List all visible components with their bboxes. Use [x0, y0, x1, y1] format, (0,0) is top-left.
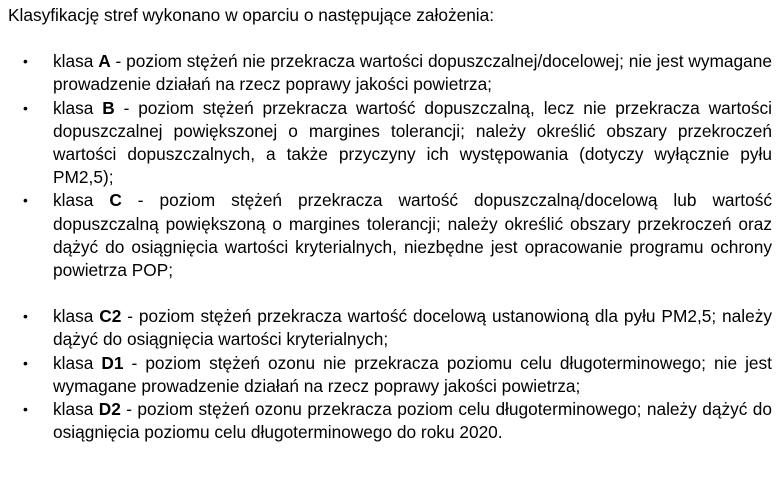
list-item-class-a — [8, 50, 772, 96]
item-code: C2 — [99, 306, 122, 327]
item-text: - poziom stężeń przekracza wartość docelową ustanowioną dla pyłu PM2,5; należy dążyć do osiągnięcia wartości kryterialnych; — [53, 306, 772, 350]
item-prefix: klasa — [53, 51, 99, 72]
item-prefix: klasa — [53, 190, 110, 211]
item-code: B — [102, 97, 115, 118]
list-item-class-c — [8, 189, 772, 282]
bullet-icon — [23, 398, 28, 421]
document-body — [8, 4, 772, 444]
item-code: D1 — [101, 352, 124, 373]
item-prefix: klasa — [53, 306, 100, 327]
item-text: - poziom stężeń ozonu przekracza poziom celu długoterminowego; należy dążyć do osiągnięcia poziomu celu długoterminowego do roku 2020. — [53, 399, 772, 443]
item-prefix: klasa — [53, 97, 103, 118]
list-item-class-c2 — [8, 305, 772, 351]
item-code: C — [109, 190, 122, 211]
item-code: A — [98, 51, 111, 72]
bullet-icon — [23, 305, 28, 328]
intro-paragraph: Klasyfikację stref wykonano w oparciu o następujące założenia: — [8, 5, 495, 25]
list-item-class-d2 — [8, 398, 772, 444]
bullet-icon — [23, 97, 28, 120]
item-text: - poziom stężeń nie przekracza wartości dopuszczalnej/docelowej; nie jest wymagane prowadzenie działań na rzecz poprawy jakości powietrza; — [53, 51, 772, 95]
item-text: - poziom stężeń przekracza wartość dopuszczalną/docelową lub wartość dopuszczalną powiększoną o margines tolerancji; należy określić obszary przekroczeń oraz dążyć do osiągnięcia wartości kryterialnych, niezbędne jest opracowanie programu ochrony powietrza POP; — [53, 190, 772, 281]
item-text: - poziom stężeń przekracza wartość dopuszczalną, lecz nie przekracza wartości dopuszczalnej powiększonej o margines tolerancji; należy określić obszary przekroczeń wartości dopuszczalnych, a także przyczyny ich występowania (dotyczy wyłącznie pyłu PM2,5); — [53, 97, 772, 188]
bullet-icon — [23, 352, 28, 375]
zone-class-list — [8, 50, 772, 444]
item-text: - poziom stężeń ozonu nie przekracza poziomu celu długoterminowego; nie jest wymagane prowadzenie działań na rzecz poprawy jakości powietrza; — [53, 352, 772, 396]
item-prefix: klasa — [53, 399, 99, 420]
bullet-icon — [23, 50, 28, 73]
list-item-class-b — [8, 97, 772, 190]
item-prefix: klasa — [53, 352, 102, 373]
bullet-icon — [23, 189, 28, 212]
item-code: D2 — [98, 399, 121, 420]
list-item-class-d1 — [8, 352, 772, 398]
